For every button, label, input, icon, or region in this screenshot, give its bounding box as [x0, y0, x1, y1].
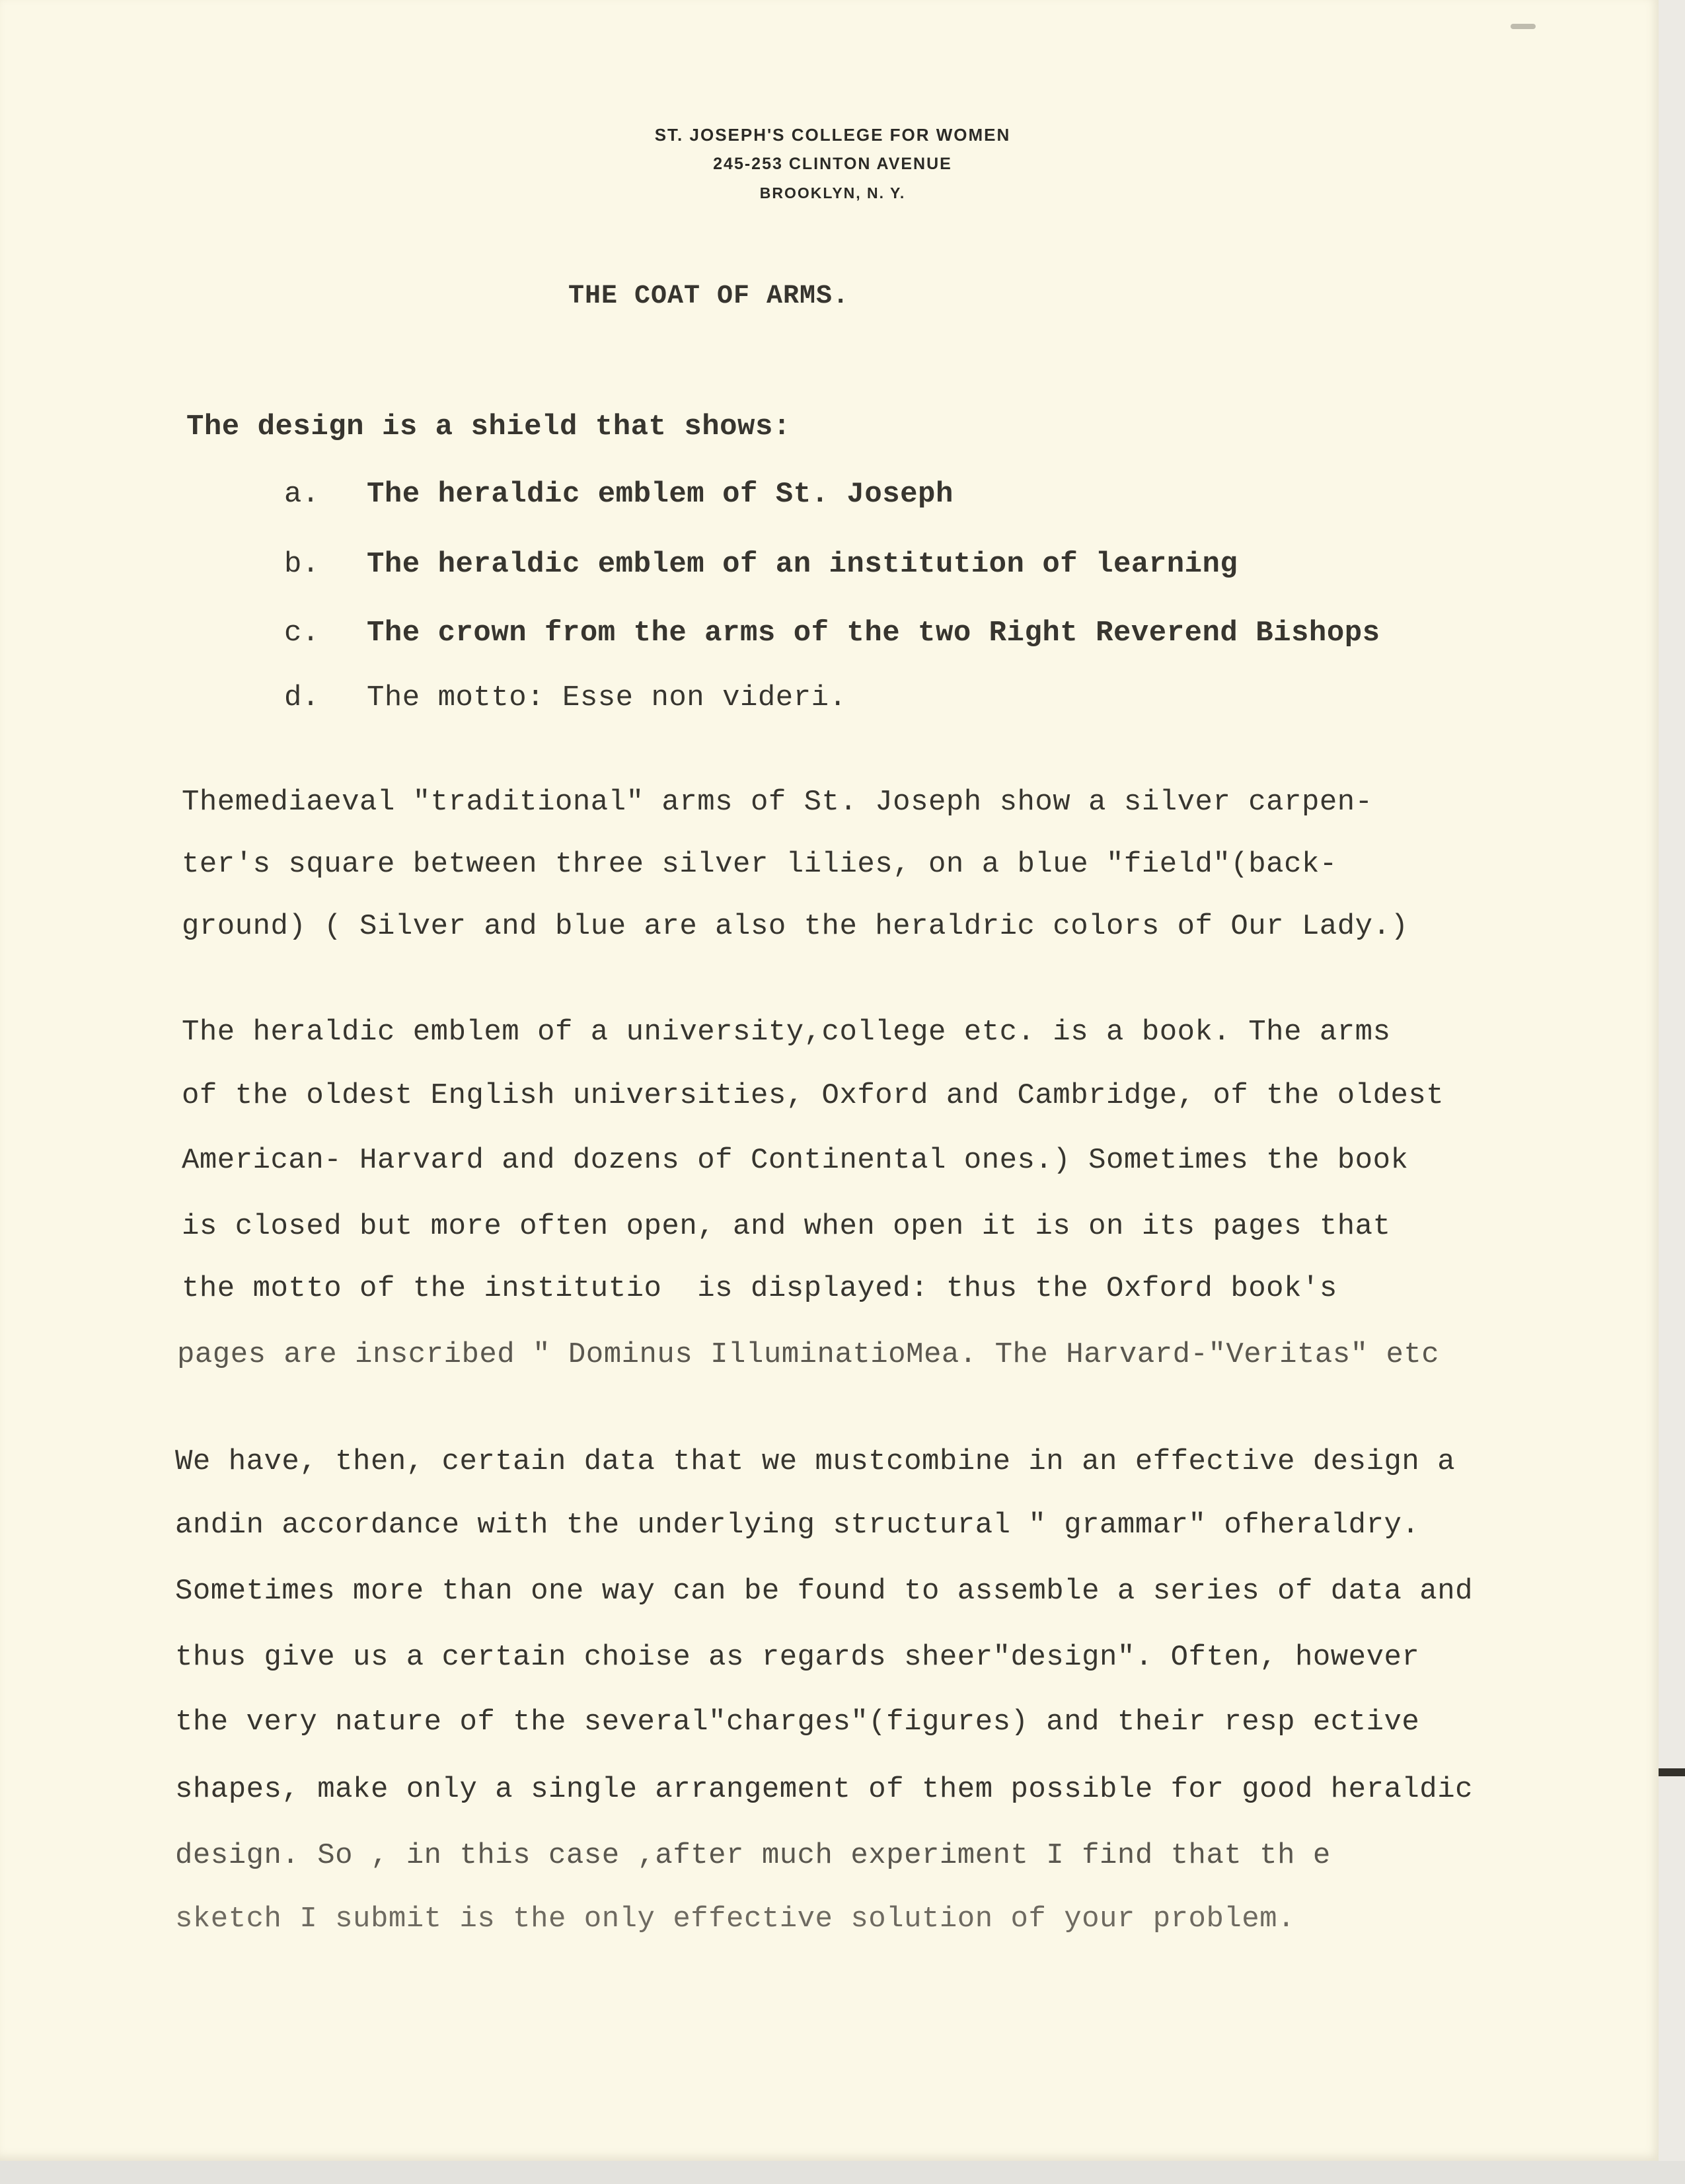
paragraph-1-line-3: ground) ( Silver and blue are also the heraldric colors of Our Lady.): [182, 910, 1409, 943]
paragraph-2-line-2: of the oldest English universities, Oxford and Cambridge, of the oldest: [182, 1079, 1444, 1112]
paragraph-3-line-4: thus give us a certain choise as regards sheer"design". Often, however: [175, 1641, 1420, 1674]
scan-edge-mark: [1659, 1768, 1685, 1776]
paragraph-2-line-4: is closed but more often open, and when open it is on its pages that: [182, 1210, 1391, 1243]
intro-line: The design is a shield that shows:: [186, 410, 791, 443]
paragraph-3-line-3: Sometimes more than one way can be found to assemble a series of data and: [175, 1575, 1474, 1608]
paragraph-3-line-7: design. So , in this case ,after much experiment I find that th e: [175, 1839, 1331, 1872]
paragraph-2-line-6: pages are inscribed " Dominus IlluminatioMea. The Harvard-"Veritas" etc: [177, 1338, 1440, 1371]
list-marker-b: b.: [284, 548, 320, 581]
paragraph-2-line-1: The heraldic emblem of a university,college etc. is a book. The arms: [182, 1016, 1391, 1049]
paragraph-3-line-8: sketch I submit is the only effective solution of your problem.: [175, 1902, 1295, 1936]
paragraph-1-line-1: Themediaeval "traditional" arms of St. Joseph show a silver carpen-: [182, 786, 1373, 819]
list-marker-d: d.: [284, 681, 320, 714]
list-marker-a: a.: [284, 478, 320, 511]
list-item-d: The motto: Esse non videri.: [367, 681, 847, 714]
list-item-c: The crown from the arms of the two Right Reverend Bishops: [367, 617, 1380, 650]
paragraph-2-line-3: American- Harvard and dozens of Continental ones.) Sometimes the book: [182, 1144, 1409, 1177]
paper-mark: [1511, 24, 1536, 29]
paragraph-3-line-2: andin accordance with the underlying structural " grammar" ofheraldry.: [175, 1509, 1420, 1542]
letterhead-city: BROOKLYN, N. Y.: [759, 184, 906, 202]
list-item-b: The heraldic emblem of an institution of learning: [367, 548, 1238, 581]
scan-right-margin: [1659, 0, 1685, 2184]
paragraph-3-line-1: We have, then, certain data that we mustcombine in an effective design a: [175, 1445, 1456, 1478]
document-title: THE COAT OF ARMS.: [568, 282, 850, 311]
list-marker-c: c.: [284, 617, 320, 650]
paragraph-3-line-5: the very nature of the several"charges"(figures) and their resp ective: [175, 1706, 1420, 1739]
list-item-a: The heraldic emblem of St. Joseph: [367, 478, 954, 511]
scan-bottom-margin: [0, 2161, 1685, 2184]
letterhead-institution: ST. JOSEPH'S COLLEGE FOR WOMEN: [654, 125, 1011, 145]
paragraph-2-line-5: the motto of the institutio is displayed: thus the Oxford book's: [182, 1272, 1337, 1305]
letterhead-address: 245-253 CLINTON AVENUE: [713, 155, 952, 173]
letterhead: [515, 120, 1150, 207]
paragraph-1-line-2: ter's square between three silver lilies, on a blue "field"(back-: [182, 848, 1337, 881]
paragraph-3-line-6: shapes, make only a single arrangement of them possible for good heraldic: [175, 1773, 1474, 1806]
